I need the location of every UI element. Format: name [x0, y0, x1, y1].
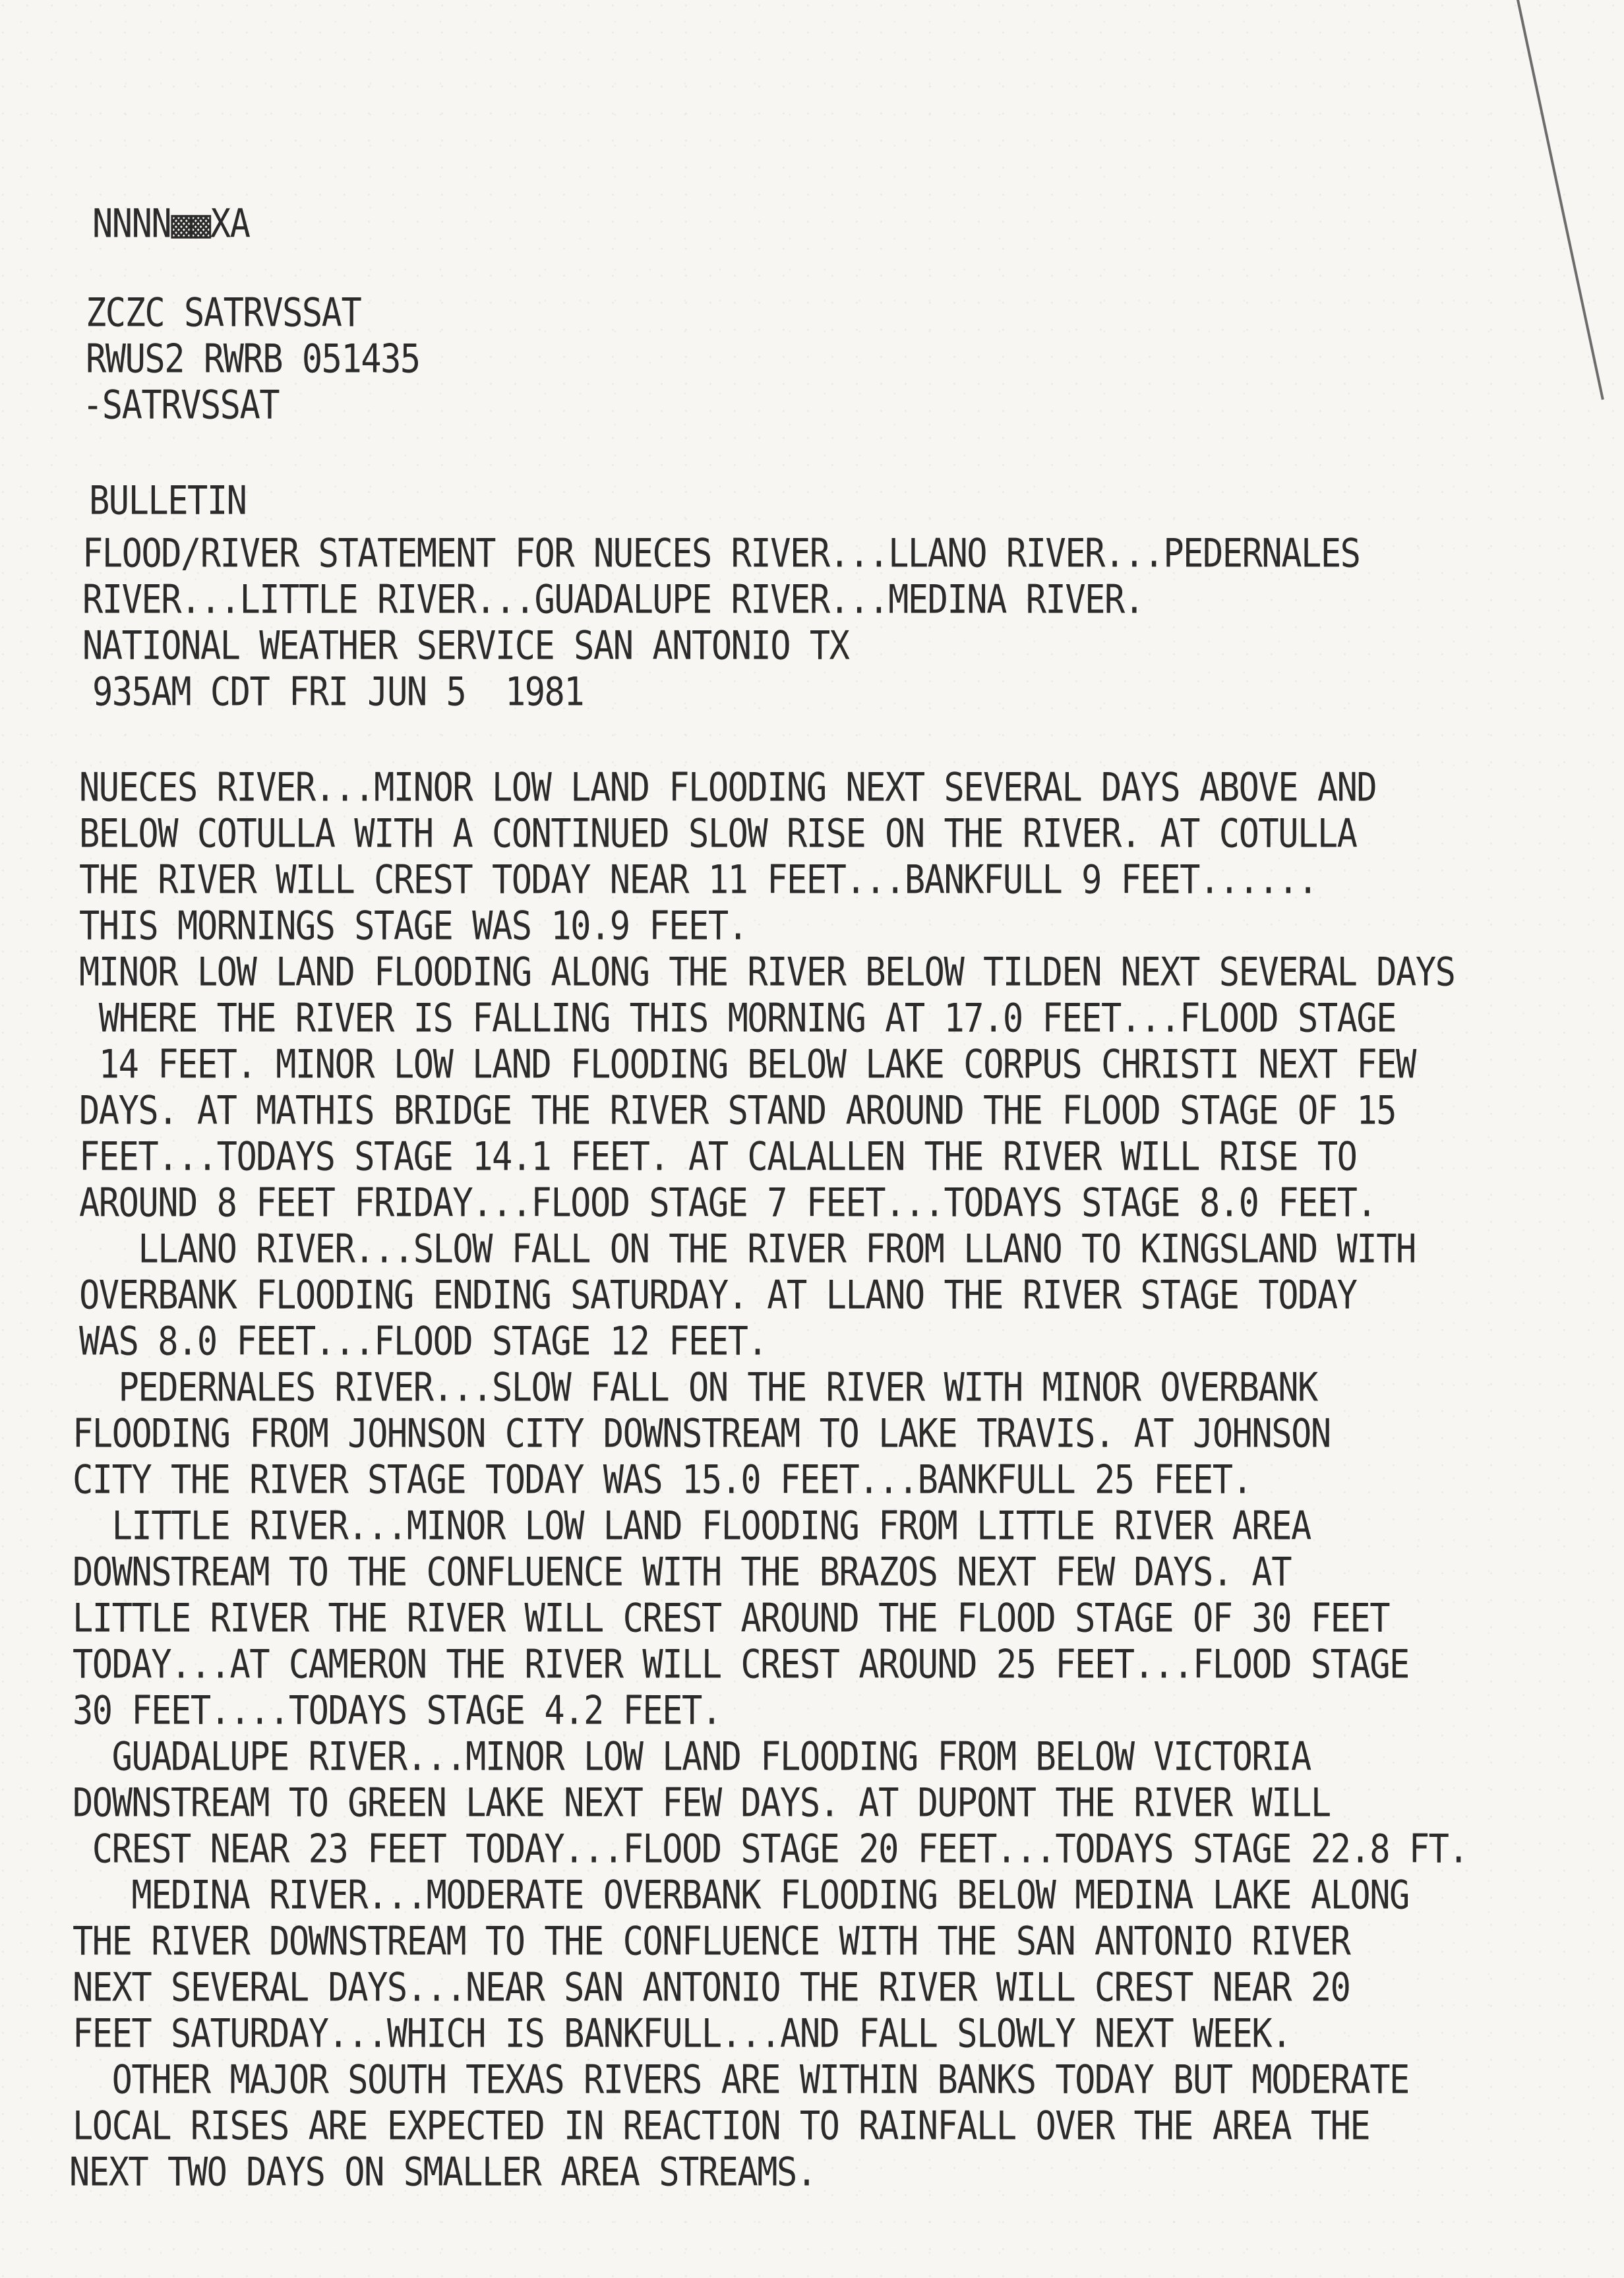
header-line-2: ZCZC SATRVSSAT: [86, 290, 361, 336]
body-line: LLANO RIVER...SLOW FALL ON THE RIVER FROM LLANO TO KINGSLAND WITH: [79, 1226, 1416, 1273]
body-line: OTHER MAJOR SOUTH TEXAS RIVERS ARE WITHIN BANKS TODAY BUT MODERATE: [73, 2057, 1409, 2103]
body-line: MINOR LOW LAND FLOODING ALONG THE RIVER BELOW TILDEN NEXT SEVERAL DAYS: [79, 949, 1455, 996]
statement-title-1: FLOOD/RIVER STATEMENT FOR NUECES RIVER...LLANO RIVER...PEDERNALES: [82, 531, 1360, 577]
body-line: MEDINA RIVER...MODERATE OVERBANK FLOODING BELOW MEDINA LAKE ALONG: [73, 1873, 1409, 1919]
body-line: LITTLE RIVER...MINOR LOW LAND FLOODING FROM LITTLE RIVER AREA: [73, 1503, 1311, 1549]
body-line: FEET SATURDAY...WHICH IS BANKFULL...AND FALL SLOWLY NEXT WEEK.: [73, 2011, 1292, 2057]
header-line-4: -SATRVSSAT: [82, 382, 280, 429]
body-line: DOWNSTREAM TO THE CONFLUENCE WITH THE BRAZOS NEXT FEW DAYS. AT: [73, 1549, 1292, 1596]
body-line: AROUND 8 FEET FRIDAY...FLOOD STAGE 7 FEET...TODAYS STAGE 8.0 FEET.: [79, 1180, 1377, 1226]
body-line: BELOW COTULLA WITH A CONTINUED SLOW RISE ON THE RIVER. AT COTULLA: [79, 811, 1357, 857]
issue-datetime: 935AM CDT FRI JUN 5 1981: [92, 669, 584, 715]
body-line: 30 FEET....TODAYS STAGE 4.2 FEET.: [73, 1688, 721, 1734]
issuing-office: NATIONAL WEATHER SERVICE SAN ANTONIO TX: [82, 623, 849, 669]
body-line: NEXT SEVERAL DAYS...NEAR SAN ANTONIO THE RIVER WILL CREST NEAR 20: [73, 1965, 1350, 2011]
body-line: LITTLE RIVER THE RIVER WILL CREST AROUND THE FLOOD STAGE OF 30 FEET: [73, 1596, 1390, 1642]
body-line: OVERBANK FLOODING ENDING SATURDAY. AT LLANO THE RIVER STAGE TODAY: [79, 1273, 1357, 1319]
header-line-3: RWUS2 RWRB 051435: [86, 336, 420, 382]
statement-title-2: RIVER...LITTLE RIVER...GUADALUPE RIVER...MEDINA RIVER.: [82, 577, 1144, 623]
body-line: THE RIVER WILL CREST TODAY NEAR 11 FEET...BANKFULL 9 FEET......: [79, 857, 1317, 903]
body-line: CREST NEAR 23 FEET TODAY...FLOOD STAGE 20 FEET...TODAYS STAGE 22.8 FT.: [73, 1826, 1468, 1873]
body-line: DOWNSTREAM TO GREEN LAKE NEXT FEW DAYS. AT DUPONT THE RIVER WILL: [73, 1780, 1331, 1826]
body-line: LOCAL RISES ARE EXPECTED IN REACTION TO RAINFALL OVER THE AREA THE: [73, 2103, 1370, 2149]
body-line: FLOODING FROM JOHNSON CITY DOWNSTREAM TO LAKE TRAVIS. AT JOHNSON: [73, 1411, 1331, 1457]
body-line: NEXT TWO DAYS ON SMALLER AREA STREAMS.: [69, 2149, 816, 2196]
body-line: CITY THE RIVER STAGE TODAY WAS 15.0 FEET...BANKFULL 25 FEET.: [73, 1457, 1252, 1503]
body-line: GUADALUPE RIVER...MINOR LOW LAND FLOODING FROM BELOW VICTORIA: [73, 1734, 1311, 1780]
body-line: THIS MORNINGS STAGE WAS 10.9 FEET.: [79, 903, 748, 949]
body-line: NUECES RIVER...MINOR LOW LAND FLOODING NEXT SEVERAL DAYS ABOVE AND: [79, 765, 1377, 811]
body-line: WAS 8.0 FEET...FLOOD STAGE 12 FEET.: [79, 1319, 767, 1365]
body-line: WHERE THE RIVER IS FALLING THIS MORNING AT 17.0 FEET...FLOOD STAGE: [79, 996, 1397, 1042]
body-line: 14 FEET. MINOR LOW LAND FLOODING BELOW LAKE CORPUS CHRISTI NEXT FEW: [79, 1042, 1416, 1088]
body-line: DAYS. AT MATHIS BRIDGE THE RIVER STAND AROUND THE FLOOD STAGE OF 15: [79, 1088, 1397, 1134]
scan-artifact-line: [1517, 0, 1604, 400]
body-line: FEET...TODAYS STAGE 14.1 FEET. AT CALALLEN THE RIVER WILL RISE TO: [79, 1134, 1357, 1180]
body-line: PEDERNALES RIVER...SLOW FALL ON THE RIVER WITH MINOR OVERBANK: [79, 1365, 1317, 1411]
header-line-1: NNNN▩▩XA: [92, 201, 250, 247]
body-line: TODAY...AT CAMERON THE RIVER WILL CREST AROUND 25 FEET...FLOOD STAGE: [73, 1642, 1409, 1688]
body-line: THE RIVER DOWNSTREAM TO THE CONFLUENCE WITH THE SAN ANTONIO RIVER: [73, 1919, 1350, 1965]
bulletin-label: BULLETIN: [89, 478, 247, 524]
